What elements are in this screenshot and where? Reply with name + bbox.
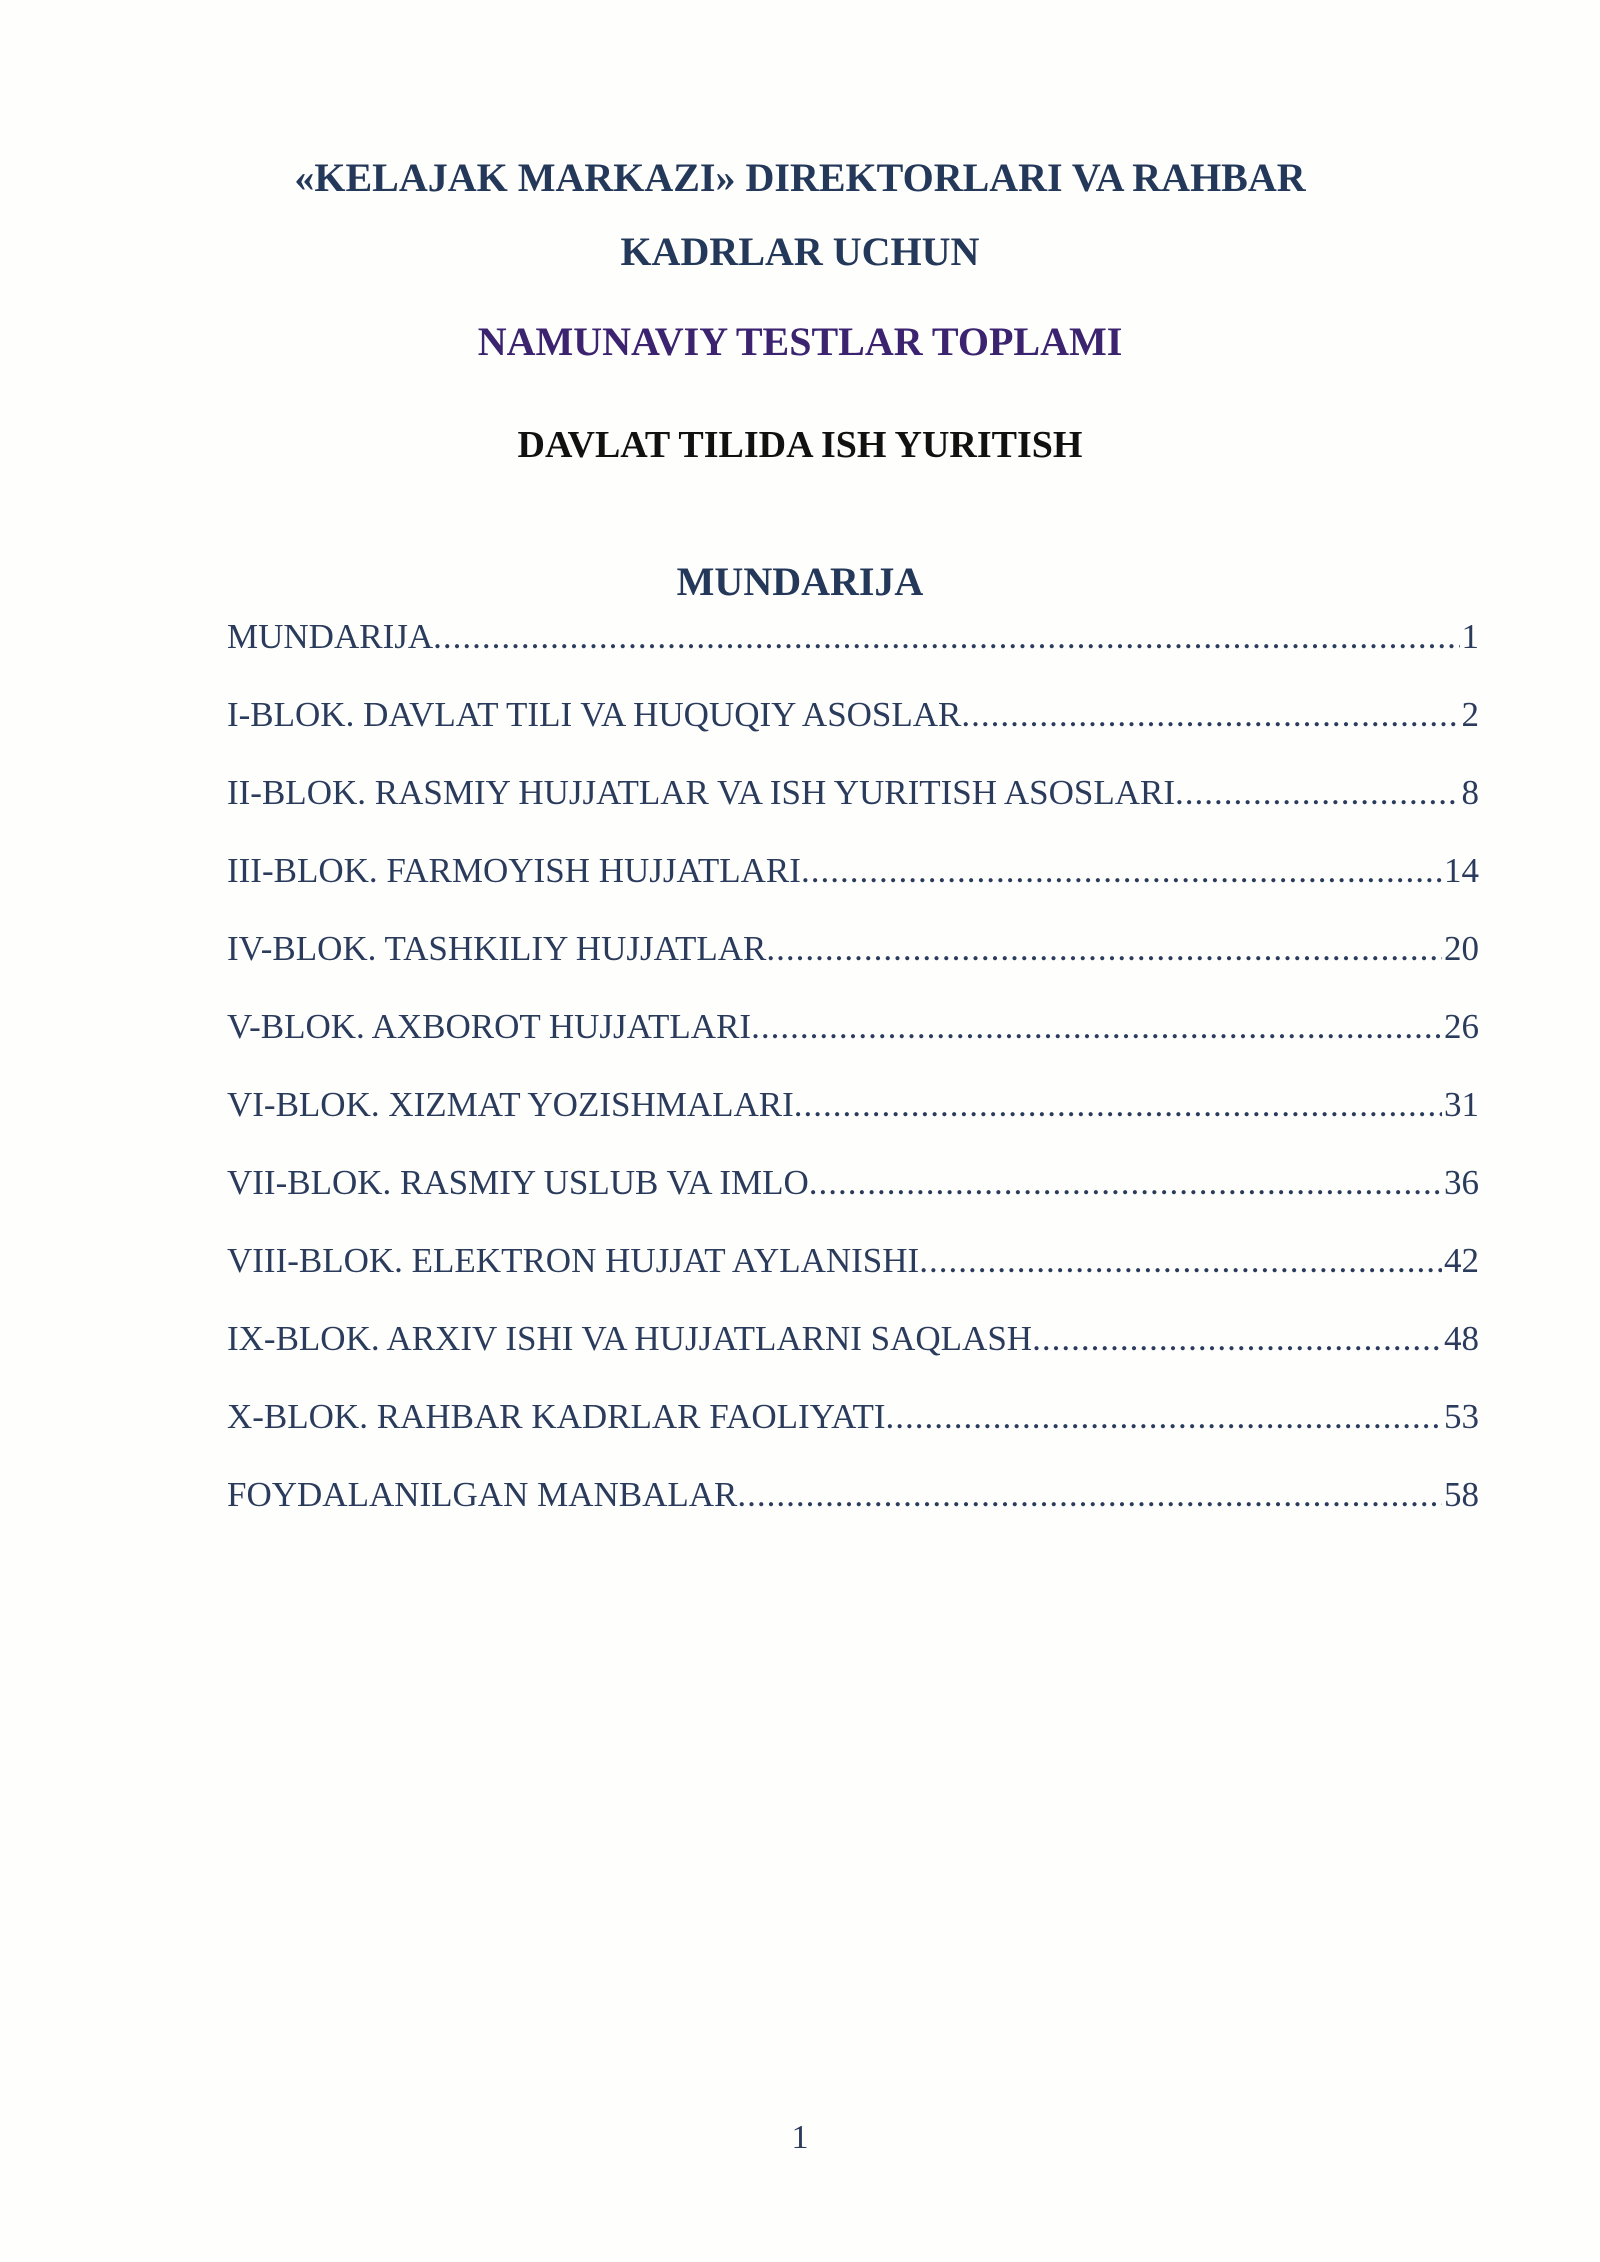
toc-entry-page: 31 — [1444, 1085, 1479, 1124]
toc-entry-label: V-BLOK. AXBOROT HUJJATLARI — [227, 1007, 752, 1046]
toc-entry-label: VIII-BLOK. ELEKTRON HUJJAT AYLANISHI — [227, 1241, 920, 1280]
document-subtitle: NAMUNAVIY TESTLAR TOPLAMI — [477, 319, 1123, 364]
toc-entry-page: 58 — [1444, 1475, 1479, 1514]
toc-entry-label: IV-BLOK. TASHKILIY HUJJATLAR — [227, 929, 767, 968]
toc-entry-label: I-BLOK. DAVLAT TILI VA HUQUQIY ASOSLAR — [227, 695, 962, 734]
toc-entry-page: 26 — [1444, 1007, 1479, 1046]
toc-entry[interactable] — [227, 1236, 1479, 1314]
toc-entry-label: IX-BLOK. ARXIV ISHI VA HUJJATLARNI SAQLASH — [227, 1319, 1033, 1358]
toc-dot-leader — [737, 1470, 1442, 1520]
toc-entry[interactable] — [227, 1080, 1479, 1158]
toc-heading: MUNDARIJA — [676, 559, 924, 604]
toc-entry[interactable] — [227, 1470, 1479, 1548]
toc-entry-label: FOYDALANILGAN MANBALAR — [227, 1475, 738, 1514]
toc-entry[interactable] — [227, 846, 1479, 924]
toc-dot-leader — [766, 924, 1442, 974]
toc-dot-leader — [801, 846, 1442, 896]
toc-entry[interactable] — [227, 1002, 1479, 1080]
toc-entry-label: MUNDARIJA — [227, 617, 434, 656]
toc-entry-page: 20 — [1444, 929, 1479, 968]
toc-entry-page: 36 — [1444, 1163, 1479, 1202]
toc-dot-leader — [919, 1236, 1442, 1286]
toc-dot-leader — [794, 1080, 1442, 1130]
table-of-contents — [227, 612, 1479, 1548]
document-title-line-1: «KELAJAK MARKAZI» DIREKTORLARI VA RAHBAR — [294, 155, 1306, 200]
toc-entry-page: 53 — [1444, 1397, 1479, 1436]
toc-entry[interactable] — [227, 612, 1479, 690]
toc-dot-leader — [886, 1392, 1442, 1442]
toc-entry-page: 1 — [1461, 617, 1479, 656]
toc-entry[interactable] — [227, 1158, 1479, 1236]
page-number: 1 — [791, 2119, 809, 2156]
toc-entry[interactable] — [227, 1392, 1479, 1470]
toc-entry[interactable] — [227, 924, 1479, 1002]
toc-entry-label: VII-BLOK. RASMIY USLUB VA IMLO — [227, 1163, 809, 1202]
document-title-line-2: KADRLAR UCHUN — [620, 229, 980, 274]
toc-entry[interactable] — [227, 768, 1479, 846]
toc-entry-label: III-BLOK. FARMOYISH HUJJATLARI — [227, 851, 801, 890]
toc-dot-leader — [961, 690, 1459, 740]
toc-entry-label: VI-BLOK. XIZMAT YOZISHMALARI — [227, 1085, 794, 1124]
toc-entry[interactable] — [227, 1314, 1479, 1392]
toc-entry-page: 8 — [1461, 773, 1479, 812]
toc-entry-label: X-BLOK. RAHBAR KADRLAR FAOLIYATI — [227, 1397, 886, 1436]
toc-dot-leader — [809, 1158, 1442, 1208]
toc-dot-leader — [433, 612, 1459, 662]
toc-entry[interactable] — [227, 690, 1479, 768]
document-subject: DAVLAT TILIDA ISH YURITISH — [517, 424, 1083, 466]
toc-dot-leader — [1032, 1314, 1442, 1364]
toc-entry-page: 48 — [1444, 1319, 1479, 1358]
toc-entry-page: 14 — [1444, 851, 1479, 890]
toc-entry-page: 42 — [1444, 1241, 1479, 1280]
toc-entry-page: 2 — [1461, 695, 1479, 734]
toc-entry-label: II-BLOK. RASMIY HUJJATLAR VA ISH YURITISH ASOSLARI — [227, 773, 1176, 812]
toc-dot-leader — [751, 1002, 1442, 1052]
toc-dot-leader — [1175, 768, 1459, 818]
